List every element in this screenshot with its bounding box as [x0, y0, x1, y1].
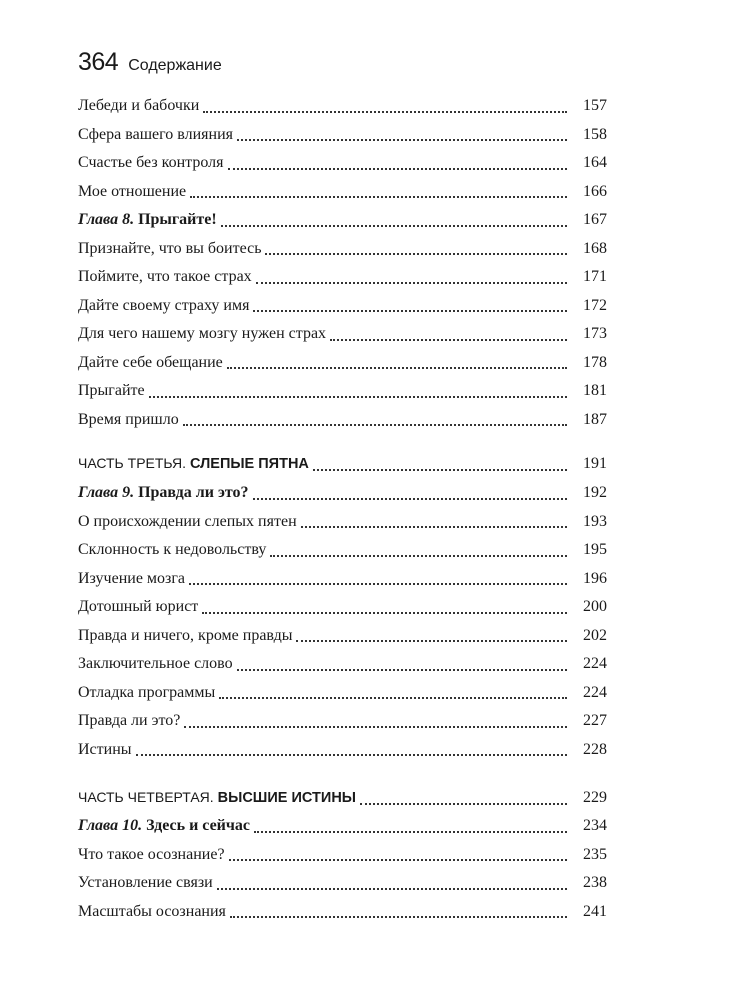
dot-leader	[184, 725, 567, 728]
toc-entry-page: 158	[583, 125, 607, 143]
dot-leader	[253, 497, 568, 500]
toc-entry-title: Заключительное слово	[78, 655, 233, 673]
dot-leader	[183, 423, 567, 426]
toc-entry-title: Счастье без контроля	[78, 154, 224, 172]
toc-entry	[78, 679, 607, 708]
dot-leader	[270, 554, 567, 557]
toc-entry-page: 173	[583, 325, 607, 343]
dot-leader	[189, 582, 567, 585]
toc-entry-title: Что такое осознание?	[78, 845, 225, 863]
toc-entry	[78, 292, 607, 321]
dot-leader	[219, 696, 567, 699]
dot-leader	[330, 338, 567, 341]
toc-entry	[78, 869, 607, 898]
dot-leader	[149, 395, 567, 398]
chapter-name: Здесь и сейчас	[146, 817, 251, 835]
dot-leader	[265, 252, 567, 255]
toc-entry-page: 191	[583, 455, 607, 473]
chapter-label: Глава 10.	[78, 817, 143, 835]
toc-entry-page: 157	[583, 97, 607, 115]
dot-leader	[254, 830, 567, 833]
toc-entry-title: Дайте себе обещание	[78, 353, 223, 371]
toc-entry-title: Мое отношение	[78, 182, 187, 200]
dot-leader	[237, 668, 567, 671]
toc-entry-page: 234	[583, 817, 607, 835]
dot-leader	[253, 309, 567, 312]
part-name: СЛЕПЫЕ ПЯТНА	[189, 456, 309, 473]
toc-entry-title: Время пришло	[78, 410, 179, 428]
dot-leader	[227, 366, 567, 369]
dot-leader	[217, 887, 567, 890]
toc-entry	[78, 92, 607, 121]
toc-part-title	[78, 789, 360, 807]
toc-entry-title: Прыгайте	[78, 382, 145, 400]
toc-entry-title: Правда и ничего, кроме правды	[78, 626, 293, 644]
toc-entry	[78, 349, 607, 378]
toc-entry-page: 167	[583, 211, 607, 229]
toc-entry-title: Для чего нашему мозгу нужен страх	[78, 325, 327, 343]
toc-entry	[78, 650, 607, 679]
toc-entry-title: Сфера вашего влияния	[78, 125, 234, 143]
dot-leader	[228, 167, 568, 170]
toc-entry-title: Изучение мозга	[78, 569, 186, 587]
dot-leader	[313, 468, 567, 471]
toc-entry	[78, 178, 607, 207]
dot-leader	[360, 802, 567, 805]
dot-leader	[237, 138, 567, 141]
toc-chapter-entry	[78, 206, 607, 235]
toc-entry-page: 238	[583, 874, 607, 892]
toc-entry	[78, 320, 607, 349]
chapter-label: Глава 9.	[78, 484, 135, 502]
dot-leader	[229, 858, 567, 861]
dot-leader	[136, 753, 567, 756]
toc-chapter-entry	[78, 812, 607, 841]
toc-entry	[78, 149, 607, 178]
toc-chapter-title	[78, 211, 221, 229]
running-head	[78, 48, 222, 77]
toc-section-1	[78, 92, 607, 434]
part-name: ВЫСШИЕ ИСТИНЫ	[217, 790, 356, 807]
toc-entry	[78, 406, 607, 435]
dot-leader	[203, 110, 567, 113]
dot-leader	[301, 525, 567, 528]
toc-entry-page: 200	[583, 598, 607, 616]
toc-entry-page: 224	[583, 683, 607, 701]
chapter-name: Правда ли это?	[138, 484, 249, 502]
toc-entry-page: 164	[583, 154, 607, 172]
toc-entry-title: Признайте, что вы боитесь	[78, 239, 262, 257]
toc-entry-page: 168	[583, 239, 607, 257]
page-number: 364	[78, 48, 119, 76]
toc-entry-page: 235	[583, 845, 607, 863]
dot-leader	[221, 224, 567, 227]
toc-section-3	[78, 812, 607, 926]
toc-chapter-entry	[78, 479, 607, 508]
toc-entry-title: О происхождении слепых пятен	[78, 512, 297, 530]
toc-entry	[78, 736, 607, 765]
toc-entry-title: Правда ли это?	[78, 712, 181, 730]
toc-entry-title: Отладка программы	[78, 683, 216, 701]
toc-entry	[78, 263, 607, 292]
toc-entry-page: 166	[583, 182, 607, 200]
toc-entry	[78, 565, 607, 594]
toc-entry-page: 224	[583, 655, 607, 673]
toc-entry-page: 241	[583, 902, 607, 920]
part-label: ЧАСТЬ ЧЕТВЕРТАЯ.	[78, 789, 214, 806]
dot-leader	[202, 611, 567, 614]
toc-entry-page: 202	[583, 626, 607, 644]
toc-entry-title: Поймите, что такое страх	[78, 268, 252, 286]
toc-part-3	[78, 450, 607, 479]
dot-leader	[230, 915, 567, 918]
toc-entry-page: 187	[583, 410, 607, 428]
toc-entry-page: 192	[583, 484, 607, 502]
toc-entry-page: 178	[583, 353, 607, 371]
toc-entry-title: Дотошный юрист	[78, 598, 199, 616]
toc-part-4	[78, 784, 607, 813]
toc-entry-page: 195	[583, 541, 607, 559]
toc-entry	[78, 121, 607, 150]
toc-entry-page: 228	[583, 740, 607, 758]
toc-part-entry	[78, 450, 607, 479]
toc-chapter-title	[78, 817, 254, 835]
dot-leader	[190, 195, 567, 198]
toc-chapter-title	[78, 484, 253, 502]
toc-entry	[78, 622, 607, 651]
toc-entry-page: 171	[583, 268, 607, 286]
toc-entry-title: Дайте своему страху имя	[78, 296, 250, 314]
toc-entry-page: 196	[583, 569, 607, 587]
dot-leader	[256, 281, 567, 284]
toc-entry-title: Масштабы осознания	[78, 902, 226, 920]
chapter-label: Глава 8.	[78, 211, 135, 229]
toc-entry	[78, 707, 607, 736]
toc-part-entry	[78, 784, 607, 813]
toc-entry-page: 181	[583, 382, 607, 400]
part-label: ЧАСТЬ ТРЕТЬЯ.	[78, 455, 186, 472]
toc-entry	[78, 593, 607, 622]
toc-entry-title: Лебеди и бабочки	[78, 97, 200, 115]
toc-entry	[78, 841, 607, 870]
toc-part-title	[78, 455, 313, 473]
toc-entry-title: Установление связи	[78, 874, 213, 892]
toc-entry	[78, 508, 607, 537]
toc-entry-title: Склонность к недовольству	[78, 541, 267, 559]
toc-section-2	[78, 479, 607, 764]
toc-entry-page: 172	[583, 296, 607, 314]
toc-entry-title: Истины	[78, 740, 132, 758]
toc-entry	[78, 377, 607, 406]
running-title: Содержание	[128, 57, 222, 74]
toc-entry-page: 227	[583, 712, 607, 730]
toc-entry	[78, 898, 607, 927]
toc-entry	[78, 235, 607, 264]
dot-leader	[296, 639, 567, 642]
toc-entry-page: 193	[583, 512, 607, 530]
toc-entry-page: 229	[583, 789, 607, 807]
chapter-name: Прыгайте!	[138, 211, 217, 229]
toc-entry	[78, 536, 607, 565]
